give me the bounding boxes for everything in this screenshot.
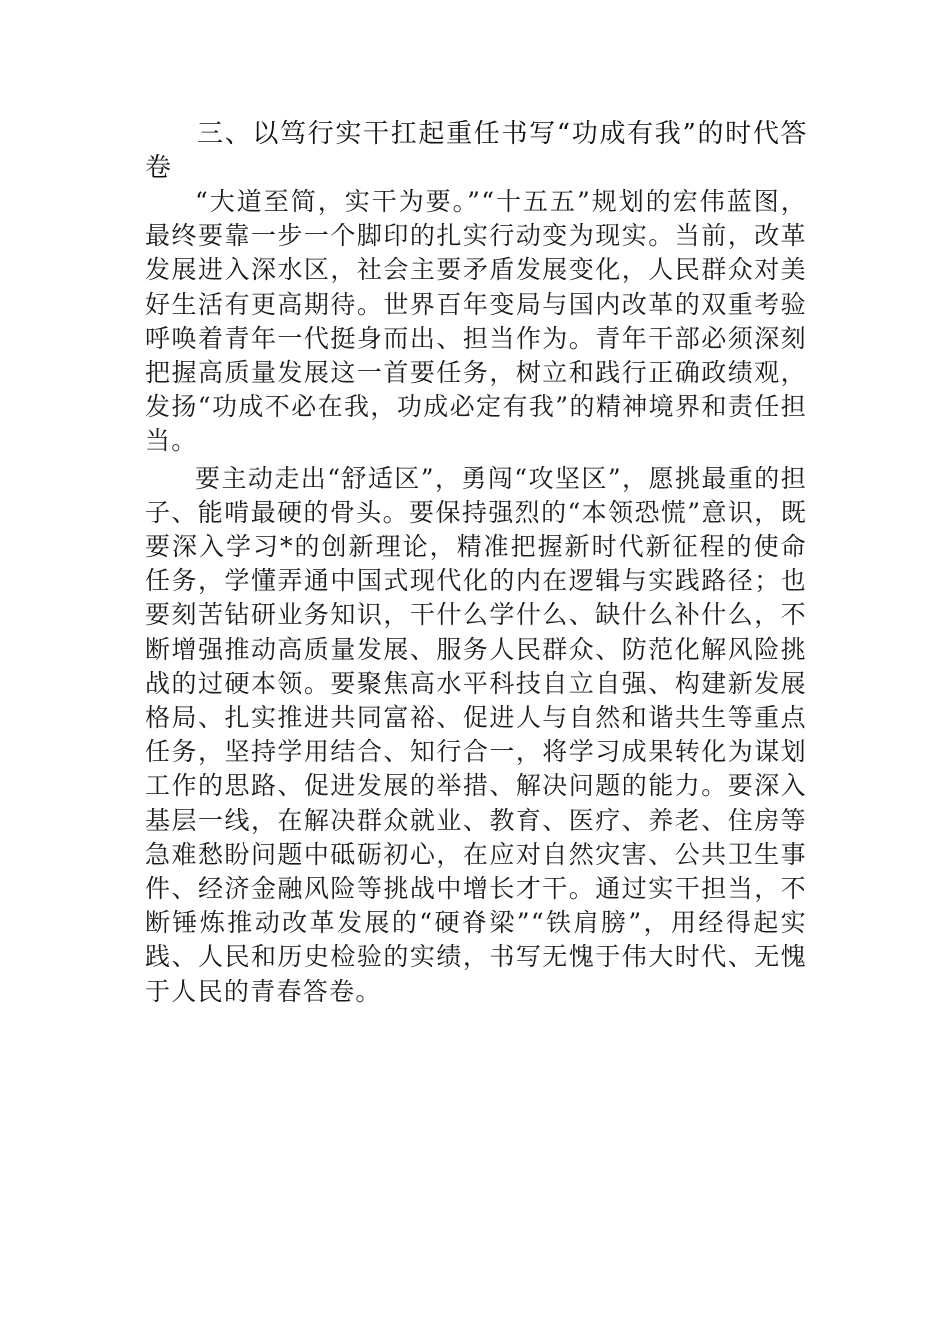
paragraph-1: “大道至简，实干为要。”“十五五”规划的宏伟蓝图，最终要靠一步一个脚印的扎实行动变为现实。当前，改革发展进入深水区，社会主要矛盾发展变化，人民群众对美好生活有更高期待。世界百年变局与国内改革的双重考验呼唤着青年一代挺身而出、担当作为。青年干部必须深刻把握高质量发展这一首要任务，树立和践行正确政绩观，发扬“功成不必在我，功成必定有我”的精神境界和责任担当。 [145,187,807,456]
document-body [145,117,807,1009]
paragraph-2: 要主动走出“舒适区”，勇闯“攻坚区”，愿挑最重的担子、能啃最硬的骨头。要保持强烈的“本领恐慌”意识，既要深入学习*的创新理论，精准把握新时代新征程的使命任务，学懂弄通中国式现代化的内在逻辑与实践路径；也要刻苦钻研业务知识，干什么学什么、缺什么补什么，不断增强推动高质量发展、服务人民群众、防范化解风险挑战的过硬本领。要聚焦高水平科技自立自强、构建新发展格局、扎实推进共同富裕、促进人与自然和谐共生等重点任务，坚持学用结合、知行合一，将学习成果转化为谋划工作的思路、促进发展的举措、解决问题的能力。要深入基层一线，在解决群众就业、教育、医疗、养老、住房等急难愁盼问题中砥砺初心，在应对自然灾害、公共卫生事件、经济金融风险等挑战中增长才干。通过实干担当，不断锤炼推动改革发展的“硬脊梁”“铁肩膀”，用经得起实践、人民和历史检验的实绩，书写无愧于伟大时代、无愧于人民的青春答卷。 [145,463,807,1006]
section-heading: 三、以笃行实干扛起重任书写“功成有我”的时代答卷 [145,119,807,183]
